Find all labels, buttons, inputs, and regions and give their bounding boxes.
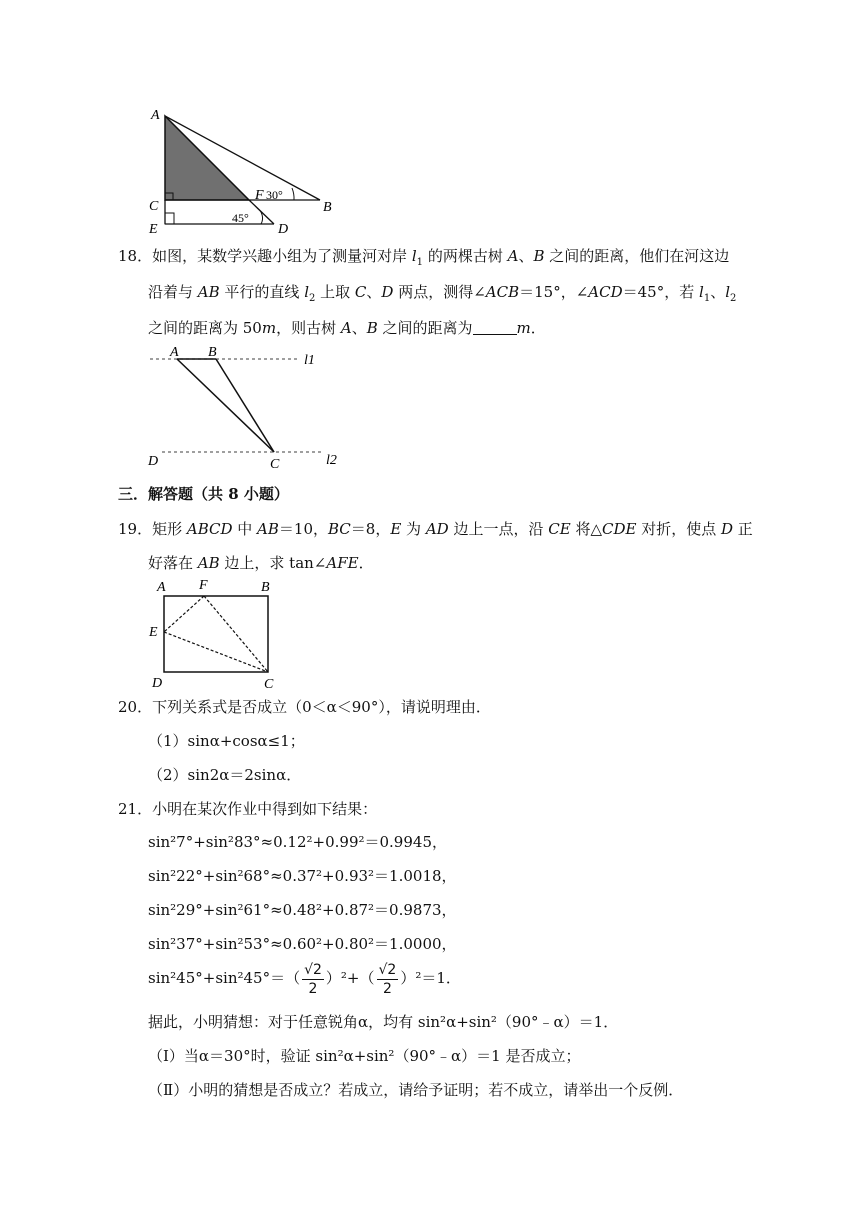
q20-item-2: （2）sin2α＝2sinα． xyxy=(148,766,302,784)
label-l1: l1 xyxy=(304,353,315,368)
q19-line2: 好落在 AB 边上，求 tan∠AFE． xyxy=(148,554,374,572)
q18-line2: 沿着与 AB 平行的直线 $l_2$ 上取 C、D 两点，测得∠ACB＝15°，∠ACD＝45°，若 $l_1$、$l_2$ xyxy=(148,283,737,304)
q21-part1: （Ⅰ）当α＝30°时，验证 sin²α+sin²（90°﹣α）＝1 是否成立； xyxy=(148,1047,581,1065)
label-E: E xyxy=(149,222,158,237)
label-F: F xyxy=(255,188,264,203)
q21-eq-2: sin²22°+sin²68°≈0.37²+0.93²＝1.0018， xyxy=(148,867,457,885)
label-angle45: 45° xyxy=(232,211,249,225)
label-angle30: 30° xyxy=(266,188,283,202)
triangle-figure-17 xyxy=(140,100,340,240)
q21-eq-3: sin²29°+sin²61°≈0.48²+0.87²＝0.9873， xyxy=(148,901,457,919)
q20-title: 20．下列关系式是否成立（0＜α＜90°），请说明理由． xyxy=(118,698,491,716)
label-A: A xyxy=(157,580,166,595)
fraction-sqrt2-over-2: $\frac{√2}{2}$ xyxy=(304,961,322,997)
fraction-sqrt2-over-2: $\frac{√2}{2}$ xyxy=(378,961,397,997)
q18-line1: 18．如图，某数学兴趣小组为了测量河对岸 $l_1$ 的两棵古树 A、B 之间的距离，他们在河这边 xyxy=(118,247,730,268)
label-F: F xyxy=(199,578,208,593)
label-B: B xyxy=(208,345,217,360)
section-heading: 三．解答题（共 8 小题） xyxy=(118,485,289,503)
q20-item-1: （1）sinα+cosα≤1； xyxy=(148,732,305,750)
q21-eq-4: sin²37°+sin²53°≈0.60²+0.80²＝1.0000， xyxy=(148,935,457,953)
label-D: D xyxy=(148,454,159,469)
label-D: D xyxy=(152,676,163,691)
q19-line1: 19．矩形 ABCD 中 AB＝10，BC＝8，E 为 AD 边上一点，沿 CE 将△CDE 对折，使点 D 正 xyxy=(118,520,753,538)
label-D: D xyxy=(278,222,289,237)
label-B: B xyxy=(261,580,270,595)
q21-title: 21．小明在某次作业中得到如下结果： xyxy=(118,800,378,818)
label-l2: l2 xyxy=(326,453,337,468)
label-B: B xyxy=(323,200,332,215)
label-E: E xyxy=(149,625,158,640)
label-C: C xyxy=(264,677,274,692)
label-C: C xyxy=(270,457,280,472)
rectangle-figure-19 xyxy=(140,574,290,694)
label-A: A xyxy=(151,108,160,123)
label-C: C xyxy=(149,199,159,214)
answer-blank xyxy=(473,320,517,335)
q21-eq-5: sin²45°+sin²45°＝（ $\frac{√2}{2}$ ）²+（ $\frac{√2}{2}$ ）²＝1． xyxy=(148,961,461,997)
q21-eq-1: sin²7°+sin²83°≈0.12²+0.99²＝0.9945， xyxy=(148,833,447,851)
label-A: A xyxy=(170,345,179,360)
q18-line3: 之间的距离为 50m，则古树 A、B 之间的距离为 m． xyxy=(148,319,546,337)
river-figure-18 xyxy=(140,342,360,477)
q21-guess: 据此，小明猜想：对于任意锐角α，均有 sin²α+sin²（90°﹣α）＝1． xyxy=(148,1013,619,1031)
q21-part2: （Ⅱ）小明的猜想是否成立？若成立，请给予证明；若不成立，请举出一个反例． xyxy=(148,1081,684,1099)
